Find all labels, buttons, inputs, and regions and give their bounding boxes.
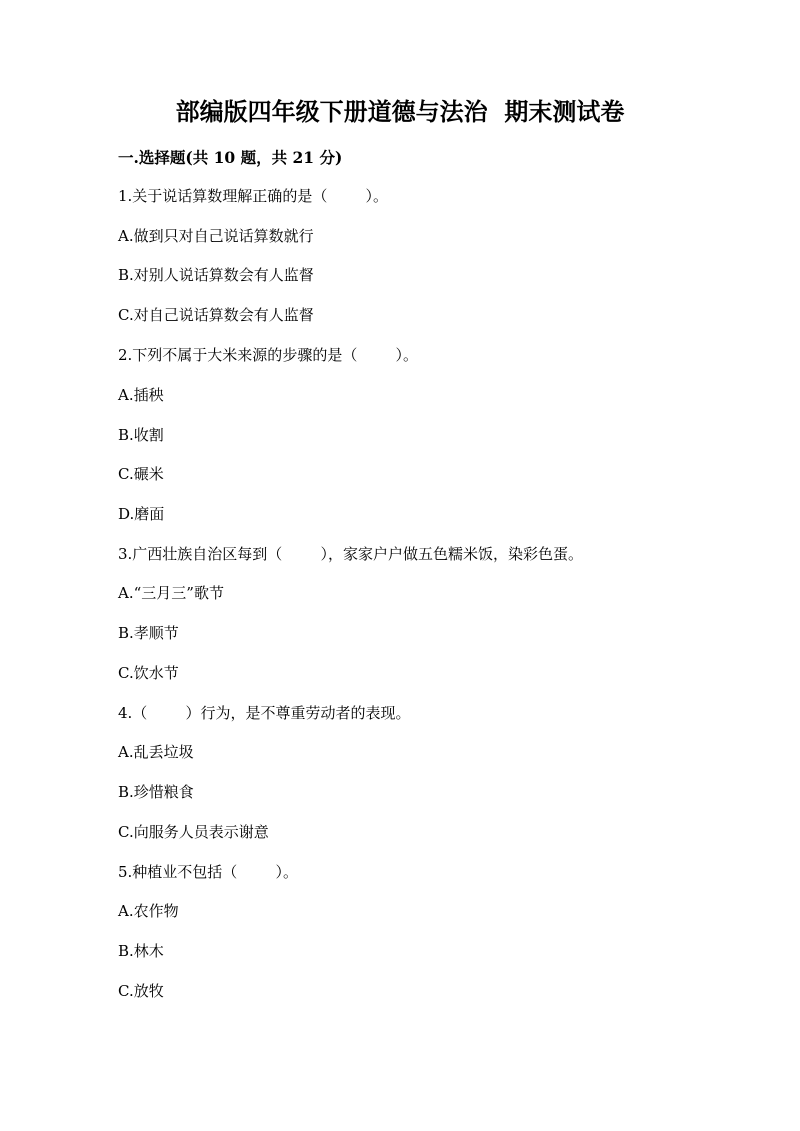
- option-1a: A.做到只对自己说话算数就行: [118, 227, 314, 245]
- option-1b: B.对别人说话算数会有人监督: [118, 266, 314, 284]
- question-3: 3.广西壮族自治区每到（ ），家家户户做五色糯米饭，染彩色蛋。: [118, 545, 583, 563]
- question-5: 5.种植业不包括（ ）。: [118, 863, 298, 881]
- option-4c: C.向服务人员表示谢意: [118, 823, 269, 841]
- option-3a: A.“三月三”歌节: [118, 584, 224, 602]
- option-3b: B.孝顺节: [118, 624, 179, 642]
- question-4: 4.（ ）行为，是不尊重劳动者的表现。: [118, 704, 411, 722]
- section-heading: 一.选择题(共 10 题，共 21 分): [118, 148, 343, 167]
- question-2: 2.下列不属于大米来源的步骤的是（ ）。: [118, 346, 418, 364]
- exam-title: 部编版四年级下册道德与法治 期末测试卷: [175, 97, 625, 126]
- option-4a: A.乱丢垃圾: [118, 743, 194, 761]
- option-2c: C.碾米: [118, 465, 164, 483]
- option-4b: B.珍惜粮食: [118, 783, 194, 801]
- option-5a: A.农作物: [118, 902, 179, 920]
- option-3c: C.饮水节: [118, 664, 179, 682]
- option-2b: B.收割: [118, 426, 164, 444]
- option-5b: B.林木: [118, 942, 164, 960]
- option-5c: C.放牧: [118, 982, 164, 1000]
- option-2a: A.插秧: [118, 386, 164, 404]
- option-1c: C.对自己说话算数会有人监督: [118, 306, 314, 324]
- option-2d: D.磨面: [118, 505, 165, 523]
- question-1: 1.关于说话算数理解正确的是（ ）。: [118, 187, 388, 205]
